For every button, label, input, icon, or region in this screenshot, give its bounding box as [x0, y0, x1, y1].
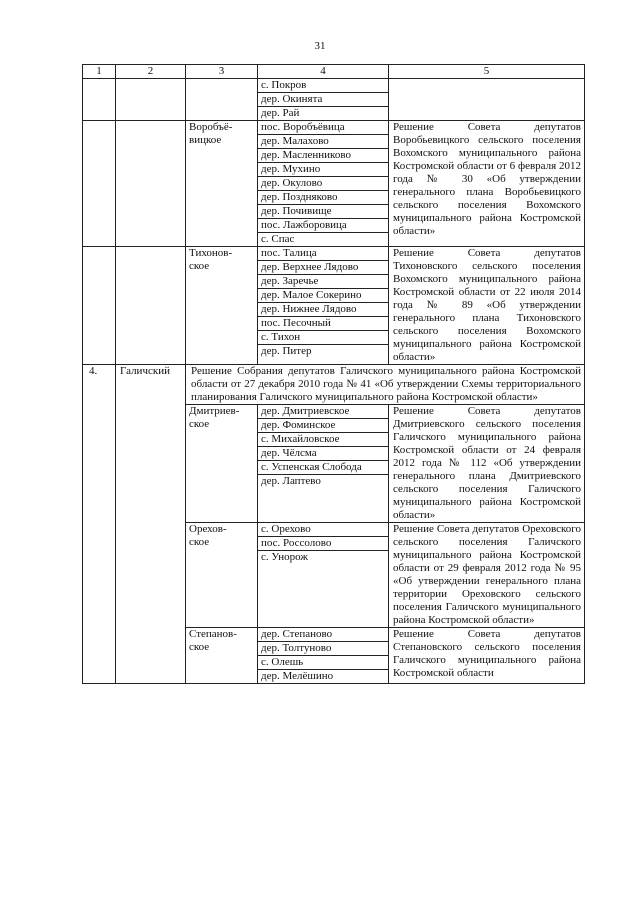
place-name: пос. Россолово — [258, 537, 388, 551]
list-item — [258, 447, 388, 461]
list-item — [258, 656, 388, 670]
list-item — [258, 475, 388, 489]
list-item — [258, 261, 388, 275]
number-cell — [83, 247, 116, 365]
list-item — [258, 331, 388, 345]
district-cell — [116, 247, 186, 365]
place-name: дер. Малое Сокерино — [258, 289, 388, 303]
place-name: дер. Нижнее Лядово — [258, 303, 388, 317]
place-name: дер. Степаново — [258, 628, 388, 642]
list-item — [258, 135, 388, 149]
list-item — [258, 345, 388, 359]
place-name: с. Орехово — [258, 523, 388, 537]
list-item — [258, 149, 388, 163]
decision-text: Решение Совета депутатов Степановского сельского поселения Галичского муниципального района Костромской области — [389, 628, 585, 684]
list-item — [258, 303, 388, 317]
district-cell — [116, 121, 186, 247]
list-item — [258, 419, 388, 433]
list-item — [258, 107, 388, 121]
place-name: пос. Лажборовица — [258, 219, 388, 233]
district-cell — [116, 79, 186, 121]
list-item — [258, 461, 388, 475]
header-cell: 4 — [258, 65, 389, 79]
settlement-name: Дмитриев- ское — [186, 405, 258, 523]
place-name: дер. Питер — [261, 345, 312, 357]
decision-text: Решение Совета депутатов Ореховского сельского поселения Галичского муниципального района Костромской области от 29 февраля 2012 года № 95 «Об утверждении генерального плана территории Ореховского сельского поселения Галичского муниципального района Костромской области» — [389, 523, 585, 628]
places-list — [258, 405, 388, 488]
table-row — [83, 121, 585, 247]
table-row — [83, 247, 585, 365]
places-cell — [258, 121, 389, 247]
list-item — [258, 275, 388, 289]
number-cell — [83, 121, 116, 247]
place-name: дер. Почивище — [258, 205, 388, 219]
list-item — [258, 247, 388, 261]
decision-text: Решение Совета депутатов Дмитриевского сельского поселения Галичского муниципального района Костромской области от 24 февраля 2012 года № 112 «Об утверждении генерального плана Дмитриевского сельского поселения Галичского муниципального района Костромской области» — [389, 405, 585, 523]
page-number: 31 — [314, 40, 326, 52]
place-name: дер. Мелёшино — [261, 670, 334, 682]
list-item — [258, 121, 388, 135]
table-row — [83, 79, 585, 121]
settlement-name: Орехов- ское — [186, 523, 258, 628]
place-name: дер. Масленниково — [258, 149, 388, 163]
list-item — [258, 289, 388, 303]
place-name: дер. Верхнее Лядово — [258, 261, 388, 275]
places-cell — [258, 405, 389, 523]
place-name: с. Михайловское — [258, 433, 388, 447]
place-name: дер. Фоминское — [258, 419, 388, 433]
header-row — [83, 65, 585, 79]
settlement-name: Степанов- ское — [186, 628, 258, 684]
list-item — [258, 205, 388, 219]
list-item — [258, 551, 388, 565]
places-list — [258, 247, 388, 358]
place-name: дер. Мухино — [258, 163, 388, 177]
place-name: дер. Окулово — [258, 177, 388, 191]
place-name: пос. Песочный — [258, 317, 388, 331]
list-item — [258, 628, 388, 642]
settlement-name: Воробъё- вицкое — [186, 121, 258, 247]
places-cell — [258, 628, 389, 684]
place-name: дер. Поздняково — [258, 191, 388, 205]
header-cell: 3 — [186, 65, 258, 79]
list-item — [258, 433, 388, 447]
list-item — [258, 405, 388, 419]
place-name: дер. Малахово — [258, 135, 388, 149]
settlement-cell — [186, 79, 258, 121]
settlement-name: Тихонов- ское — [186, 247, 258, 365]
decision-text: Решение Совета депутатов Воробьевицкого сельского поселения Вохомского муниципального района Костромской области от 6 февраля 2012 года № 30 «Об утверждении генерального плана Воробьевицкого сельского поселения Вохомского муниципального района Костромской области» — [389, 121, 585, 247]
header-cell: 5 — [389, 65, 585, 79]
place-name: с. Покров — [258, 79, 388, 93]
header-cell: 1 — [83, 65, 116, 79]
number-cell — [83, 79, 116, 121]
places-cell — [258, 523, 389, 628]
list-item — [258, 191, 388, 205]
place-name: пос. Воробъёвица — [258, 121, 388, 135]
place-name: дер. Чёлсма — [258, 447, 388, 461]
places-list — [258, 628, 388, 683]
district-decision: Решение Собрания депутатов Галичского муниципального района Костромской области от 27 декабря 2010 года № 41 «Об утверждении Схемы территориального планирования Галичского муниципального района Костромской области» — [186, 365, 585, 405]
places-cell — [258, 79, 389, 121]
list-item — [258, 537, 388, 551]
list-item — [258, 219, 388, 233]
place-name: дер. Лаптево — [261, 475, 321, 487]
list-item — [258, 79, 388, 93]
decision-text: Решение Совета депутатов Тихоновского сельского поселения Вохомского муниципального района Костромской области от 22 июля 2014 года № 89 «Об утверждении генерального плана Тихоновского сельского поселения Вохомского муниципального района Костромской области» — [389, 247, 585, 365]
list-item — [258, 93, 388, 107]
district-name: Галичский — [116, 365, 186, 684]
list-item — [258, 177, 388, 191]
places-cell — [258, 247, 389, 365]
district-number: 4. — [83, 365, 116, 684]
table-row — [83, 365, 585, 405]
place-name: дер. Рай — [261, 107, 300, 119]
place-name: дер. Дмитриевское — [258, 405, 388, 419]
place-name: с. Спас — [261, 233, 295, 245]
place-name: с. Олешь — [258, 656, 388, 670]
header-cell: 2 — [116, 65, 186, 79]
place-name: дер. Толтуново — [258, 642, 388, 656]
places-list — [258, 121, 388, 246]
places-list — [258, 79, 388, 120]
place-name: дер. Окинята — [258, 93, 388, 107]
list-item — [258, 317, 388, 331]
place-name: с. Тихон — [258, 331, 388, 345]
decision-cell — [389, 79, 585, 121]
list-item — [258, 523, 388, 537]
list-item — [258, 642, 388, 656]
list-item — [258, 670, 388, 684]
settlements-table — [82, 64, 585, 684]
place-name: с. Успенская Слобода — [258, 461, 388, 475]
list-item — [258, 233, 388, 247]
places-list — [258, 523, 388, 564]
place-name: дер. Заречье — [258, 275, 388, 289]
place-name: с. Унорож — [261, 551, 308, 563]
place-name: пос. Талица — [258, 247, 388, 261]
list-item — [258, 163, 388, 177]
